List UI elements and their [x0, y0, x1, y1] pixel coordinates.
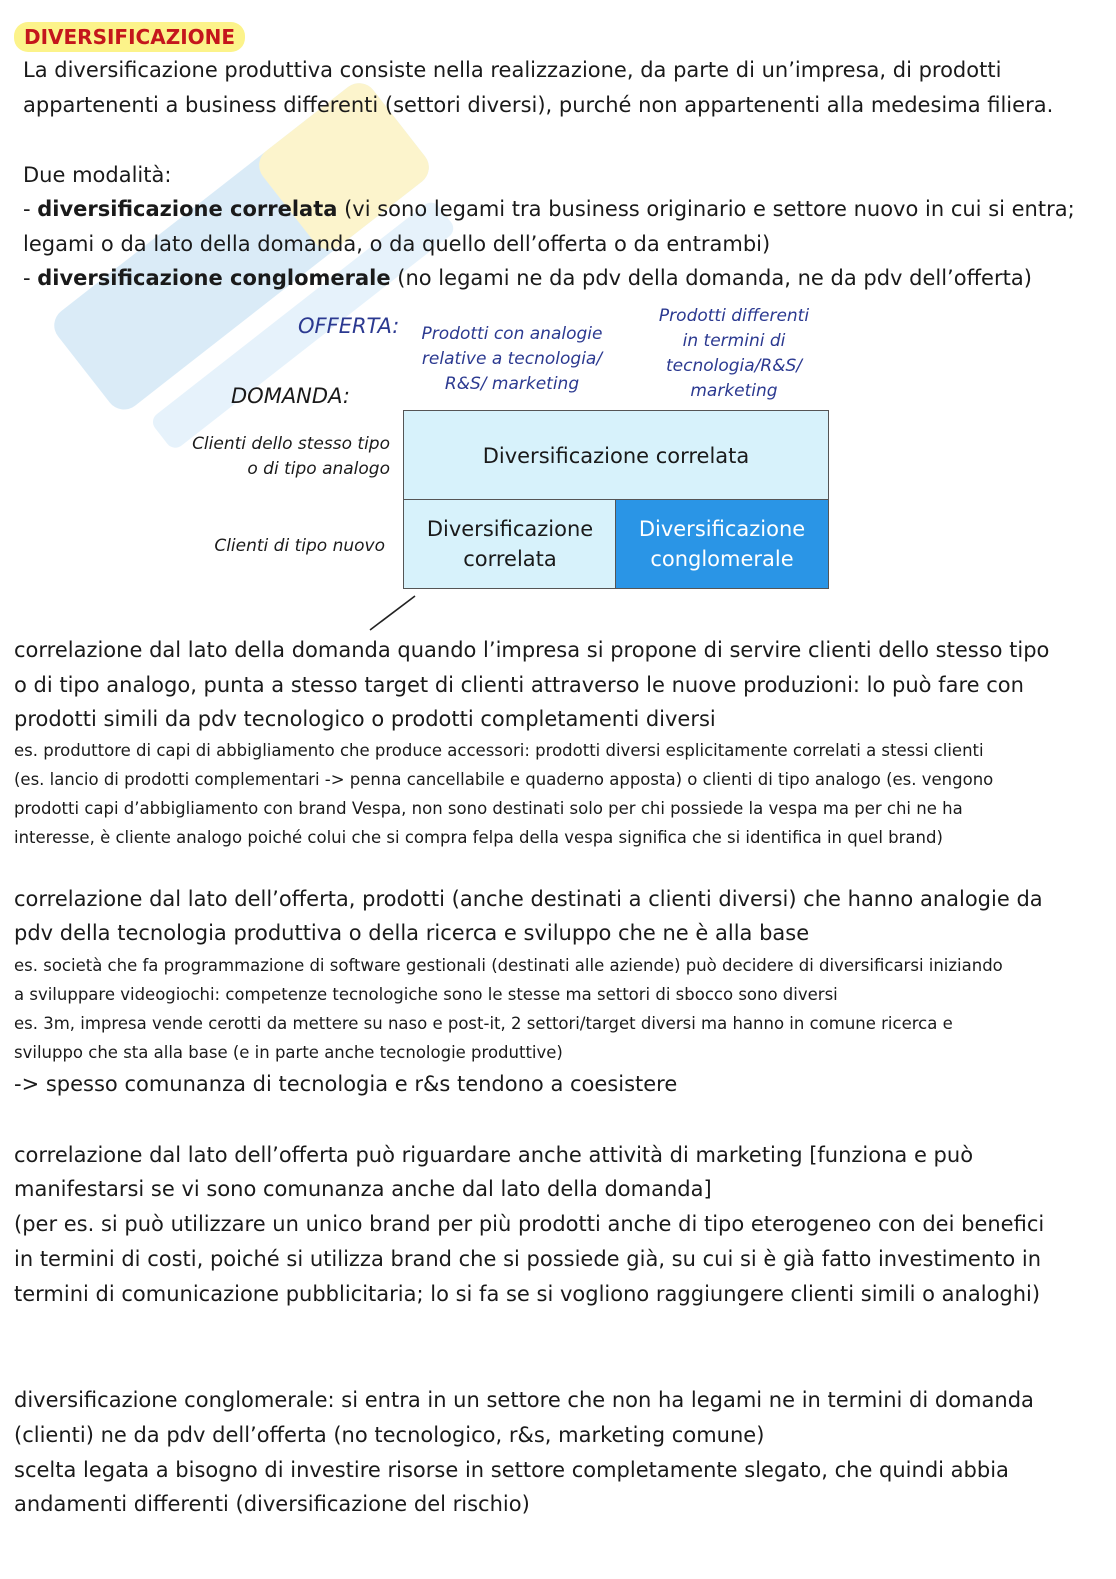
cell-correlata-bottom: Diversificazione correlata [403, 499, 617, 589]
sec3-line: correlazione dal lato dell’offerta può riguardare anche attività di marketing [funziona e può [14, 1143, 974, 1167]
row-header-tipo-nuovo: Clienti di tipo nuovo [214, 536, 385, 556]
sec1-example: prodotti capi d’abbigliamento con brand Vespa, non sono destinati solo per chi possiede la vespa ma per chi ne ha [14, 799, 963, 818]
sec3-line: termini di comunicazione pubblicitaria; lo si fa se si vogliono raggiungere clienti simili o analoghi) [14, 1282, 1041, 1306]
sec2-line: -> spesso comunanza di tecnologia e r&s tendono a coesistere [14, 1072, 678, 1096]
modalita-item-correlata: - diversificazione correlata (vi sono legami tra business originario e settore nuovo in cui si entra; [23, 197, 1075, 221]
intro-line: appartenenti a business differenti (settori diversi), purché non appartenenti alla medesima filiera. [23, 93, 1054, 117]
sec1-line: prodotti simili da pdv tecnologico o prodotti completamenti diversi [14, 707, 716, 731]
sec3-line: manifestarsi se vi sono comunanza anche dal lato della domanda] [14, 1177, 712, 1201]
sec3-line: in termini di costi, poiché si utilizza brand che si possiede già, su cui si è già fatto investimento in [14, 1247, 1042, 1271]
column-header-differenti: Prodotti differenti in termini di tecnologia/R&S/ marketing [658, 306, 810, 401]
term-correlata: diversificazione correlata [37, 197, 338, 221]
sec2-example: sviluppo che sta alla base (e in parte anche tecnologie produttive) [14, 1043, 563, 1062]
sec1-example: interesse, è cliente analogo poiché colui che si compra felpa della vespa significa che si identifica in quel brand) [14, 828, 943, 847]
page-title: DIVERSIFICAZIONE [14, 22, 245, 52]
sec1-example: (es. lancio di prodotti complementari -> penna cancellabile e quaderno apposta) o clienti di tipo analogo (es. vengono [14, 770, 994, 789]
sec4-line: scelta legata a bisogno di investire risorse in settore completamente slegato, che quindi abbia [14, 1458, 1009, 1482]
sec4-line: andamenti differenti (diversificazione del rischio) [14, 1492, 530, 1516]
sec3-line: (per es. si può utilizzare un unico brand per più prodotti anche di tipo eterogeneo con dei benefici [14, 1212, 1045, 1236]
sec1-example: es. produttore di capi di abbigliamento che produce accessori: prodotti diversi esplicitamente correlati a stessi clienti [14, 741, 984, 760]
modalita-item-conglomerale: - diversificazione conglomerale (no legami ne da pdv della domanda, ne da pdv dell’offerta) [23, 266, 1032, 290]
column-header-analogie: Prodotti con analogie relative a tecnologia/ R&S/ marketing [421, 324, 603, 394]
sec4-line: (clienti) ne da pdv dell’offerta (no tecnologico, r&s, marketing comune) [14, 1423, 765, 1447]
modalita-item-correlata-cont: legami o da lato della domanda, o da quello dell’offerta o da entrambi) [23, 232, 771, 256]
domanda-label: DOMANDA: [231, 384, 350, 408]
term-conglomerale: diversificazione conglomerale [37, 266, 391, 290]
row-header-stesso-tipo: Clienti dello stesso tipo o di tipo analogo [192, 434, 390, 479]
sec4-line: diversificazione conglomerale: si entra in un settore che non ha legami ne in termini di domanda [14, 1388, 1034, 1412]
intro-line: La diversificazione produttiva consiste nella realizzazione, da parte di un’impresa, di prodotti [23, 58, 1002, 82]
sec1-line: o di tipo analogo, punta a stesso target di clienti attraverso le nuove produzioni: lo può fare con [14, 673, 1024, 697]
pointer-line [360, 592, 420, 636]
cell-conglomerale: Diversificazione conglomerale [615, 499, 829, 589]
sec1-line: correlazione dal lato della domanda quando l’impresa si propone di servire clienti dello stesso tipo [14, 638, 1050, 662]
offerta-label: OFFERTA: [298, 314, 400, 338]
sec2-example: es. società che fa programmazione di software gestionali (destinati alle aziende) può decidere di diversificarsi iniziando [14, 956, 1003, 975]
cell-correlata-top: Diversificazione correlata [403, 410, 829, 501]
sec2-example: es. 3m, impresa vende cerotti da mettere su naso e post-it, 2 settori/target diversi ma hanno in comune ricerca e [14, 1014, 953, 1033]
sec2-line: pdv della tecnologia produttiva o della ricerca e sviluppo che ne è alla base [14, 921, 810, 945]
sec2-example: a sviluppare videogiochi: competenze tecnologiche sono le stesse ma settori di sbocco sono diversi [14, 985, 838, 1004]
modalita-heading: Due modalità: [23, 163, 172, 187]
sec2-line: correlazione dal lato dell’offerta, prodotti (anche destinati a clienti diversi) che hanno analogie da [14, 887, 1043, 911]
